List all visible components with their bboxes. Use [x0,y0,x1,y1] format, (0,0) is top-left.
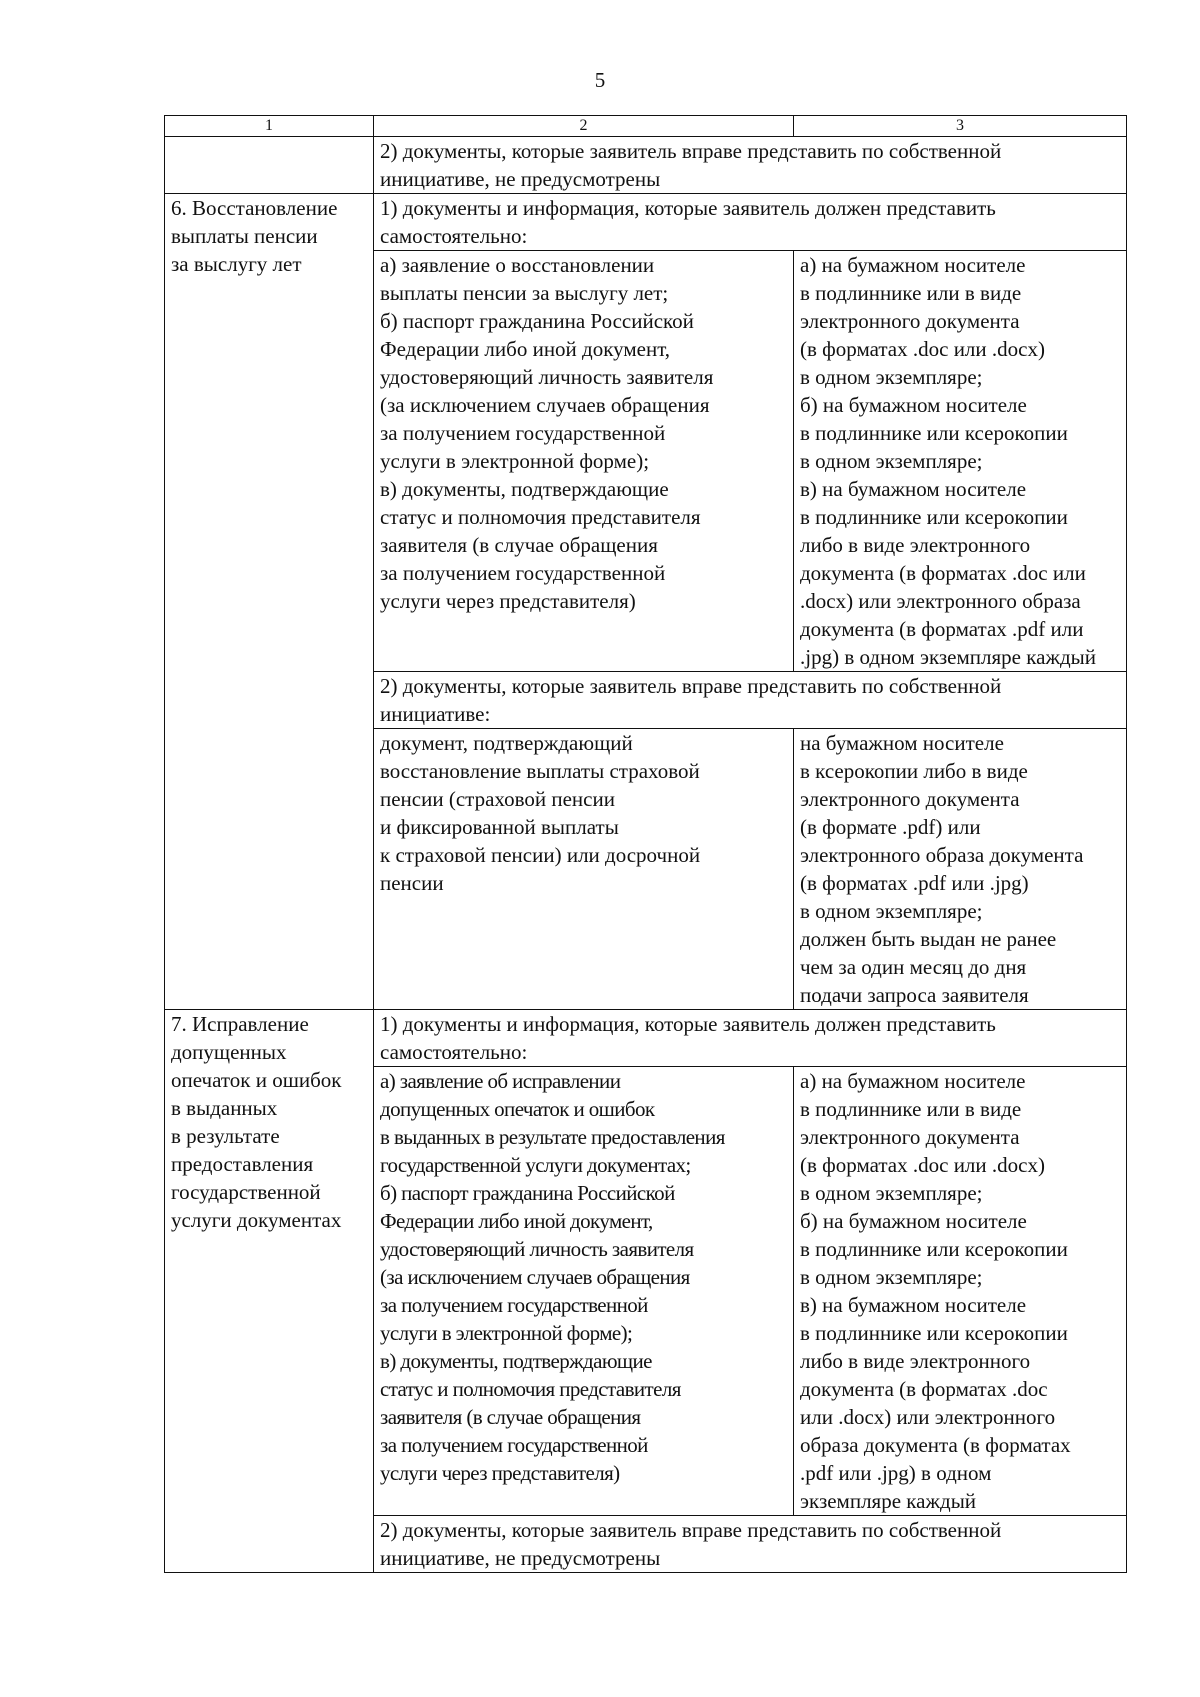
service-name-section-7: 7. Исправление допущенных опечаток и ошибок в выданных в результате предоставления государственной услуги документах [165,1010,374,1573]
section-6-optional-documents: документ, подтверждающий восстановление выплаты страховой пенсии (страховой пенсии и фиксированной выплаты к страховой пенсии) или досрочной пенсии [374,729,794,1010]
section-7-required-form: а) на бумажном носителе в подлиннике или в виде электронного документа (в форматах .doc или .docx) в одном экземпляре; б) на бумажном носителе в подлиннике или ксерокопии в одном экземпляре; в) на бумажном носителе в подлиннике или ксерокопии либо в виде электронного документа (в форматах .doc или .docx) или электронного образа документа (в форматах .pdf или .jpg) в одном экземпляре каждый [794,1067,1127,1516]
continuation-optional-header: 2) документы, которые заявитель вправе представить по собственной инициативе, не предусмотрены [374,137,1127,194]
service-name-section-6: 6. Восстановление выплаты пенсии за выслугу лет [165,194,374,1010]
column-numbers-row [165,116,1127,137]
section-6-optional-form: на бумажном носителе в ксерокопии либо в виде электронного документа (в формате .pdf) или электронного образа документа (в форматах .pdf или .jpg) в одном экземпляре; должен быть выдан не ранее чем за один месяц до дня подачи запроса заявителя [794,729,1127,1010]
section-6-required-documents: а) заявление о восстановлении выплаты пенсии за выслугу лет; б) паспорт гражданина Российской Федерации либо иной документ, удостоверяющий личность заявителя (за исключением случаев обращения за получением государственной услуги в электронной форме); в) документы, подтверждающие статус и полномочия представителя заявителя (в случае обращения за получением государственной услуги через представителя) [374,251,794,672]
table-row [165,1010,1127,1067]
column-number-2: 2 [374,116,794,137]
column-number-3: 3 [794,116,1127,137]
section-7-optional-header: 2) документы, которые заявитель вправе представить по собственной инициативе, не предусмотрены [374,1516,1127,1573]
section-7-required-header: 1) документы и информация, которые заявитель должен представить самостоятельно: [374,1010,1127,1067]
column-number-1: 1 [165,116,374,137]
page-number: 5 [594,68,606,92]
table-row [165,137,1127,194]
section-6-optional-header: 2) документы, которые заявитель вправе представить по собственной инициативе: [374,672,1127,729]
documents-table [164,115,1127,1573]
section-7-required-documents: а) заявление об исправлении допущенных опечаток и ошибок в выданных в результате предоставления государственной услуги документах; б) паспорт гражданина Российской Федерации либо иной документ, удостоверяющий личность заявителя (за исключением случаев обращения за получением государственной услуги в электронной форме); в) документы, подтверждающие статус и полномочия представителя заявителя (в случае обращения за получением государственной услуги через представителя) [374,1067,794,1516]
empty-service-cell [165,137,374,194]
section-6-required-form: а) на бумажном носителе в подлиннике или в виде электронного документа (в форматах .doc или .docx) в одном экземпляре; б) на бумажном носителе в подлиннике или ксерокопии в одном экземпляре; в) на бумажном носителе в подлиннике или ксерокопии либо в виде электронного документа (в форматах .doc или .docx) или электронного образа документа (в форматах .pdf или .jpg) в одном экземпляре каждый [794,251,1127,672]
section-6-required-header: 1) документы и информация, которые заявитель должен представить самостоятельно: [374,194,1127,251]
table-row [165,194,1127,251]
